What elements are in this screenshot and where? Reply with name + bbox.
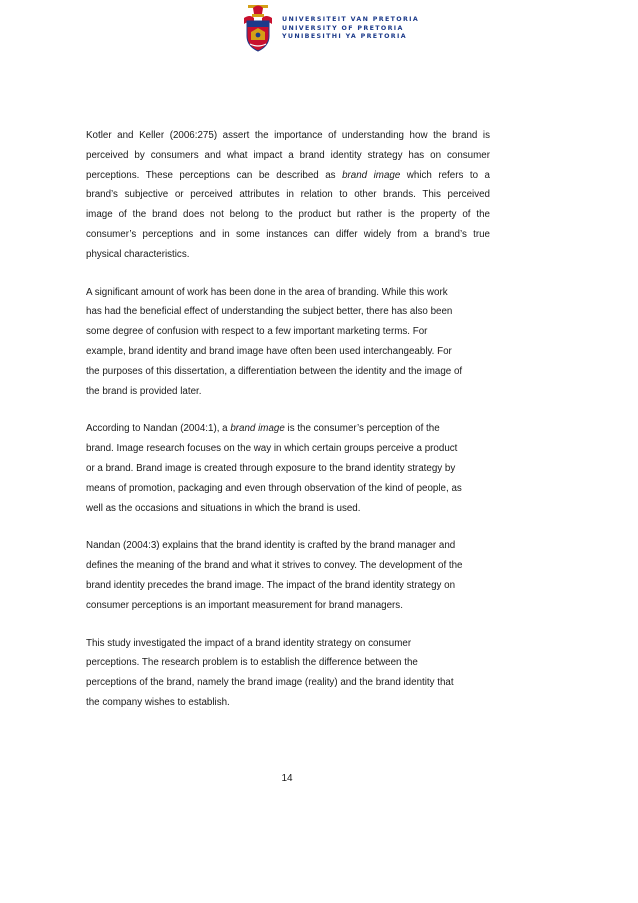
text-run: the company wishes to establish. bbox=[86, 696, 230, 708]
text-run: image of the brand does not belong to the product but rather is the property of the bbox=[86, 209, 490, 221]
text-run: is the consumer’s perception of the bbox=[284, 423, 440, 435]
text-run: has had the beneficial effect of understanding the subject better, there has also been bbox=[86, 306, 453, 318]
text-line bbox=[86, 362, 490, 382]
text-run: consumer’s perceptions and in some instances can differ widely from a brand’s true bbox=[86, 228, 490, 240]
text-run: which refers to a bbox=[400, 169, 490, 181]
university-name-line: UNIVERSITY OF PRETORIA bbox=[282, 24, 404, 32]
text-run: the purposes of this dissertation, a differentiation between the identity and the image of bbox=[86, 365, 463, 377]
text-run: perceptions of the brand, namely the brand image (reality) and the brand identity that bbox=[86, 677, 454, 689]
emphasized-term: brand image bbox=[342, 169, 401, 181]
text-run: brand’s subjective or perceived attributes in relation to other brands. This perceived bbox=[86, 189, 490, 201]
body-paragraph bbox=[86, 634, 490, 713]
text-line bbox=[86, 245, 490, 265]
text-line bbox=[86, 146, 490, 166]
text-line bbox=[86, 439, 490, 459]
text-run: consumer perceptions is an important measurement for brand managers. bbox=[86, 599, 403, 611]
text-line bbox=[86, 185, 490, 205]
text-run: perceptions. The research problem is to establish the difference between the bbox=[86, 657, 418, 669]
text-run: A significant amount of work has been done in the area of branding. While this work bbox=[86, 286, 448, 298]
text-line bbox=[86, 419, 490, 439]
document-body bbox=[86, 126, 490, 731]
page-number: 14 bbox=[281, 773, 293, 784]
text-line bbox=[86, 693, 490, 713]
text-line bbox=[86, 459, 490, 479]
university-name-line: YUNIBESITHI YA PRETORIA bbox=[282, 33, 407, 41]
text-line bbox=[86, 634, 490, 654]
text-run: According to Nandan (2004:1), a bbox=[86, 423, 231, 435]
text-run: some degree of confusion with respect to a few important marketing terms. For bbox=[86, 326, 428, 338]
text-line bbox=[86, 576, 490, 596]
text-run: Kotler and Keller (2006:275) assert the importance of understanding how the brand is bbox=[86, 130, 490, 141]
text-line bbox=[86, 166, 490, 186]
text-line bbox=[86, 342, 490, 362]
text-run: or a brand. Brand image is created through exposure to the brand identity strategy by bbox=[86, 462, 456, 474]
text-line bbox=[86, 205, 490, 225]
text-run: brand identity precedes the brand image. The impact of the brand identity strategy on bbox=[86, 579, 456, 591]
text-line bbox=[86, 283, 490, 303]
text-run: means of promotion, packaging and even through observation of the kind of people, as bbox=[86, 482, 462, 494]
text-line bbox=[86, 536, 490, 556]
text-line bbox=[86, 126, 490, 146]
text-run: Nandan (2004:3) explains that the brand identity is crafted by the brand manager and bbox=[86, 540, 456, 552]
text-line bbox=[86, 673, 490, 693]
text-run: example, brand identity and brand image have often been used interchangeably. For bbox=[86, 345, 452, 357]
text-run: well as the occasions and situations in which the brand is used. bbox=[86, 502, 361, 514]
text-line bbox=[86, 499, 490, 519]
text-run: physical characteristics. bbox=[86, 248, 190, 260]
page-header bbox=[236, 0, 420, 60]
text-line bbox=[86, 302, 490, 322]
text-run: This study investigated the impact of a brand identity strategy on consumer bbox=[86, 637, 412, 649]
text-run: brand. Image research focuses on the way in which certain groups perceive a product bbox=[86, 443, 458, 455]
university-crest-icon bbox=[240, 4, 276, 54]
university-name bbox=[282, 16, 419, 42]
text-line bbox=[86, 479, 490, 499]
text-line bbox=[86, 556, 490, 576]
text-line bbox=[86, 225, 490, 245]
text-line bbox=[86, 322, 490, 342]
emphasized-term: brand image bbox=[230, 423, 285, 435]
university-name-line: UNIVERSITEIT VAN PRETORIA bbox=[282, 16, 420, 23]
body-paragraph bbox=[86, 126, 490, 265]
body-paragraph bbox=[86, 419, 490, 518]
body-paragraph bbox=[86, 536, 490, 615]
text-line bbox=[86, 653, 490, 673]
body-paragraph bbox=[86, 283, 490, 402]
text-run: the brand is provided later. bbox=[86, 385, 202, 397]
text-run: perceived by consumers and what impact a brand identity strategy has on consumer bbox=[86, 149, 490, 161]
text-line bbox=[86, 382, 490, 402]
text-line bbox=[86, 596, 490, 616]
text-run: perceptions. These perceptions can be described as bbox=[86, 169, 343, 181]
text-run: defines the meaning of the brand and what it strives to convey. The development of the bbox=[86, 560, 463, 572]
